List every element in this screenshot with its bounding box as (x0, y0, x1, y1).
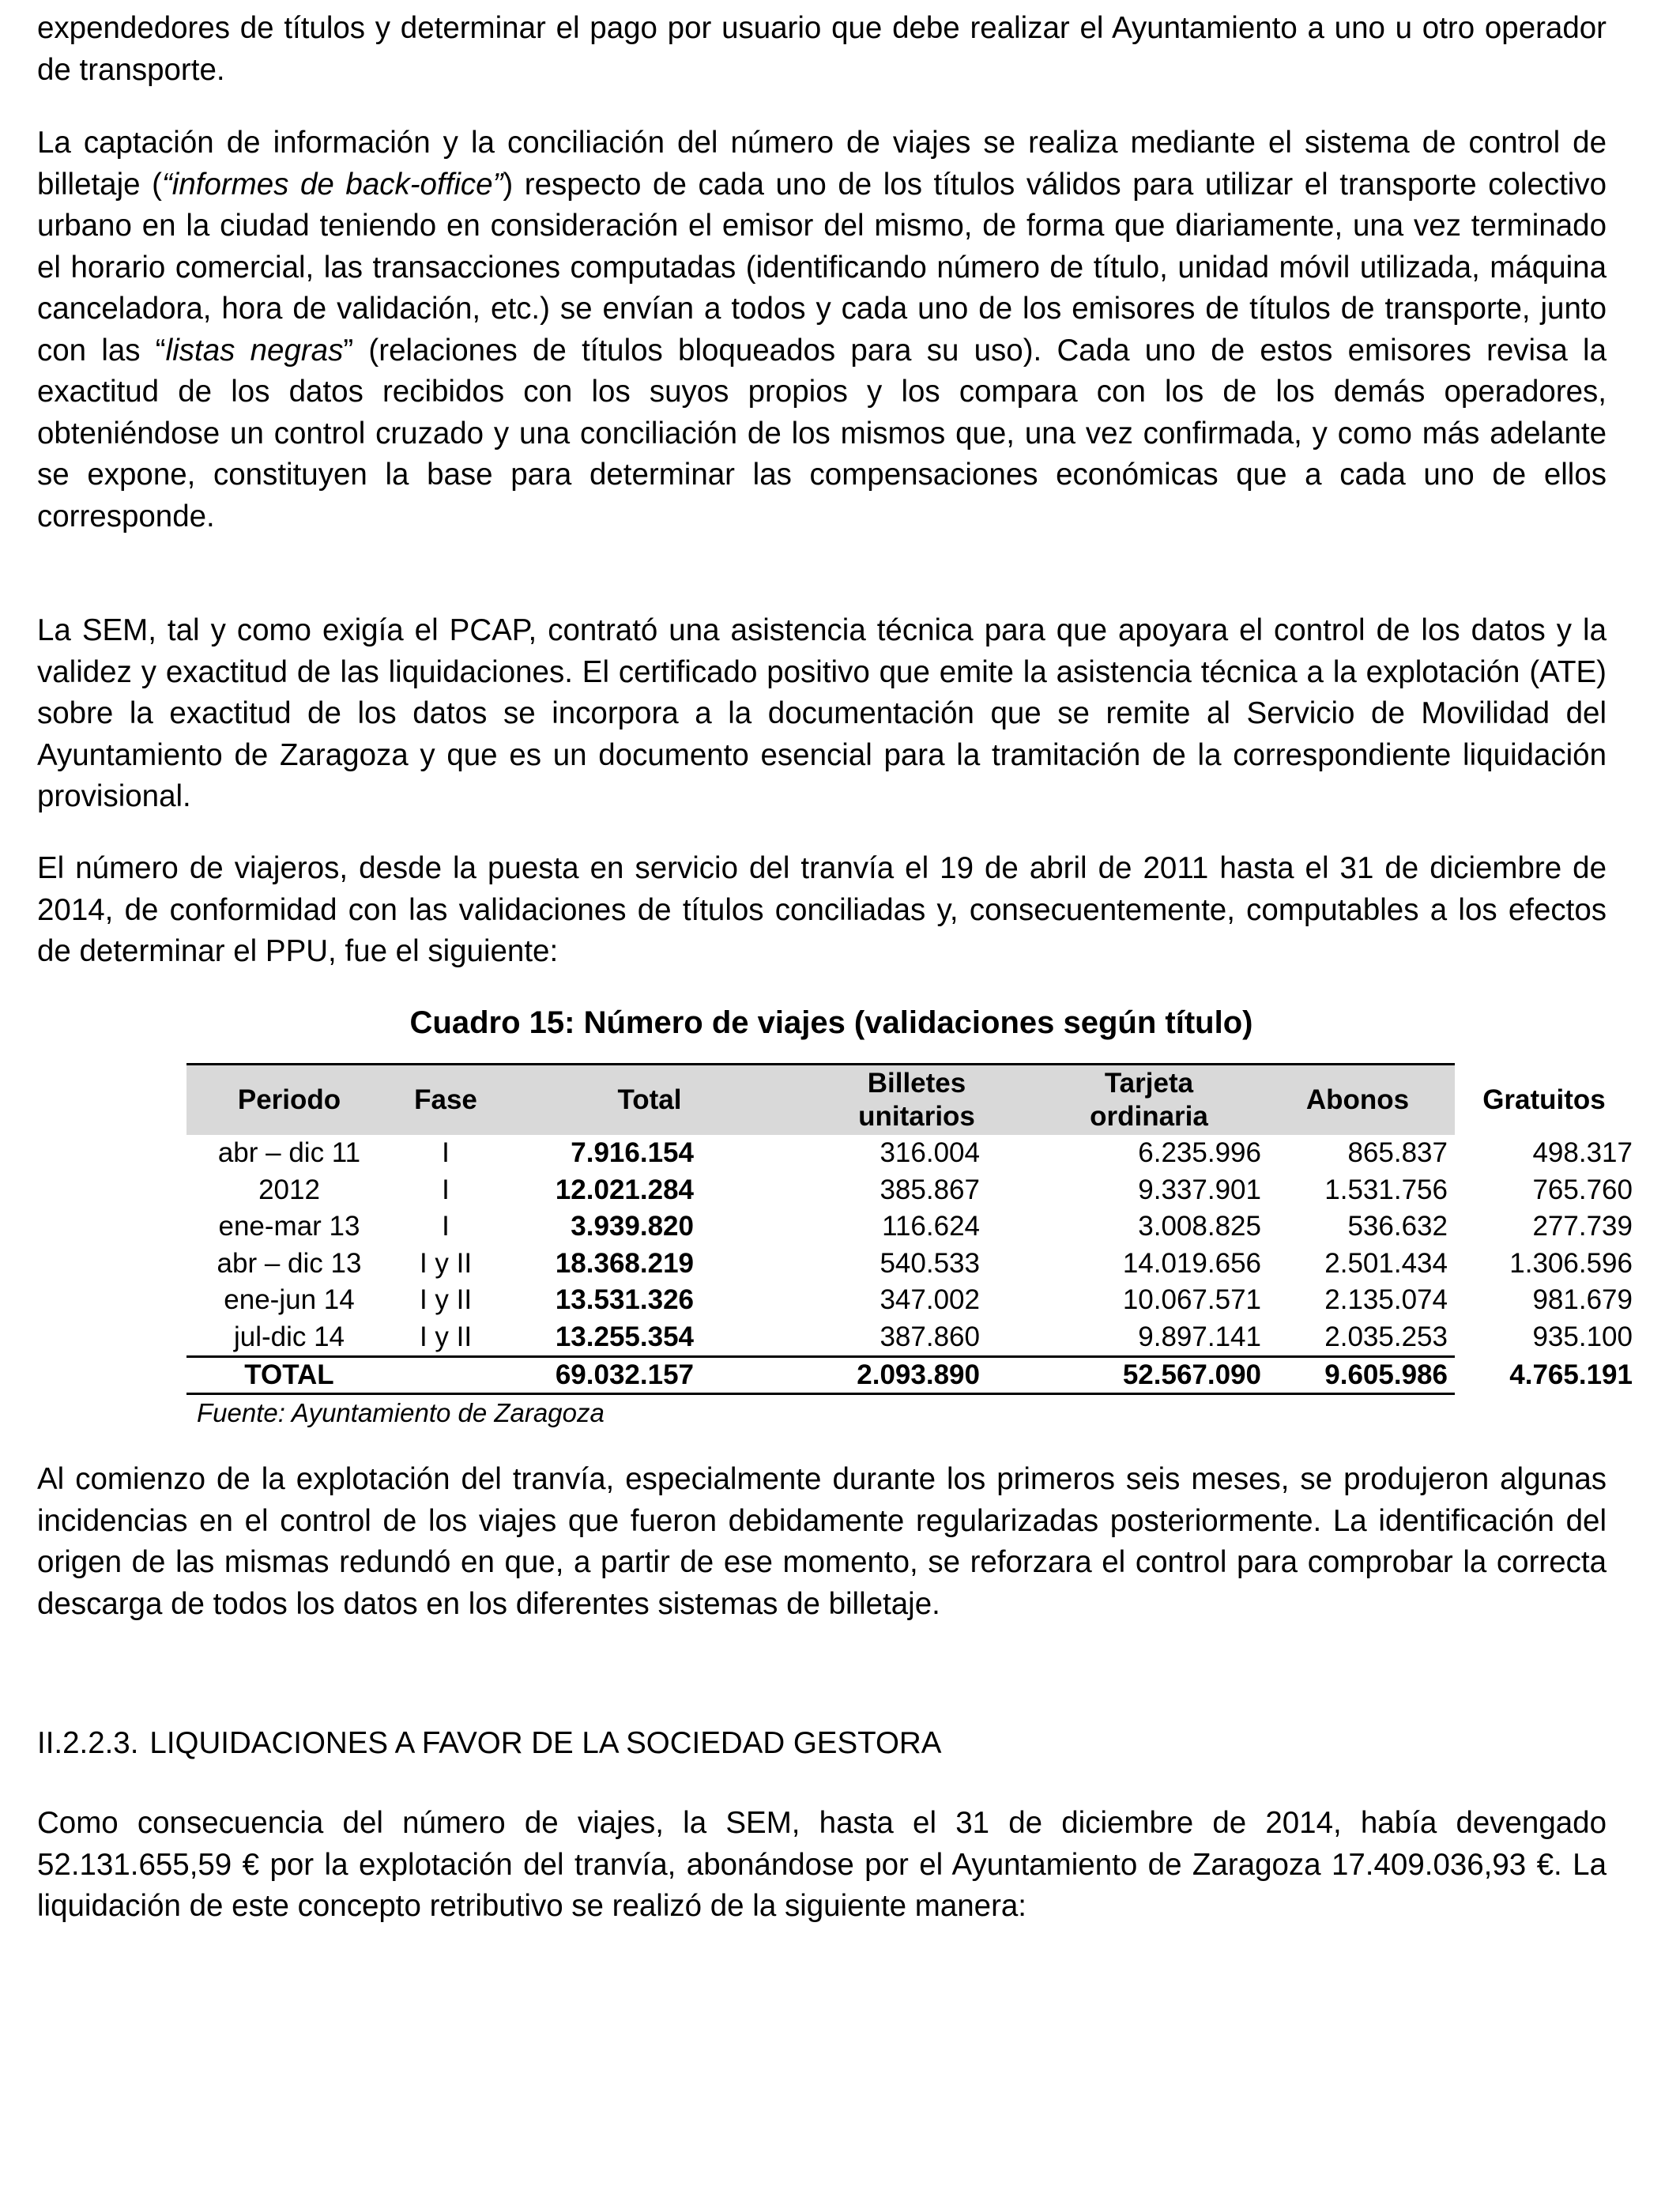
paragraph-viajeros: El número de viajeros, desde la puesta en servicio del tranvía el 19 de abril de 2011 hasta el 31 de diciembre de 2014, de conformidad con las validaciones de títulos conciliadas y, consecuentemente, computables a los efectos de determinar el PPU, fue el siguiente: (37, 851, 1607, 968)
table-header (186, 1063, 1606, 1135)
italic-segment: listas negras (165, 333, 344, 368)
header-periodo: Periodo (237, 1084, 341, 1115)
cell-periodo: ene-jun 14 (224, 1284, 355, 1315)
total-gratuitos: 4.765.191 (1509, 1359, 1633, 1390)
header-abonos: Abonos (1305, 1084, 1410, 1115)
paragraph-sem: La SEM, tal y como exigía el PCAP, contrató una asistencia técnica para que apoyara el control de los datos y la validez y exactitud de las liquidaciones. El certificado positivo que emite la asistencia técnica a la explotación (ATE) sobre la exactitud de los datos se incorpora a la documentación que se remite al Servicio de Movilidad del Ayuntamiento de Zaragoza y que es un documento esencial para la tramitación de la correspondiente liquidación provisional. (37, 613, 1607, 813)
cell-periodo: abr – dic 13 (217, 1247, 362, 1279)
cell-total: 3.939.820 (571, 1211, 694, 1242)
cell-tarjeta: 10.067.571 (1122, 1284, 1261, 1315)
header-total: Total (617, 1084, 682, 1115)
section-title: LIQUIDACIONES A FAVOR DE LA SOCIEDAD GESTORA (149, 1726, 942, 1760)
cell-fase: I y II (419, 1284, 473, 1315)
cell-periodo: 2012 (258, 1174, 320, 1205)
text-segment: ) respecto de cada uno de los títulos válidos para utilizar el transporte colectivo urbano en la ciudad teniendo en consideración el emisor del mismo, de forma que diariamente, una vez terminado el horario comercial, las transacciones computadas (identificando número de título, unidad móvil utilizada, máquina canceladora, hora de validación, etc.) se envían a todos y cada uno de los emisores de títulos de transporte, junto con las “ (37, 167, 1607, 368)
cell-fase: I (442, 1174, 450, 1205)
cell-gratuitos: 277.739 (1532, 1211, 1633, 1242)
cell-total: 7.916.154 (571, 1137, 694, 1168)
cell-tarjeta: 9.897.141 (1138, 1321, 1261, 1352)
total-periodo: TOTAL (244, 1359, 334, 1390)
header-billetes-line2: unitarios (858, 1101, 975, 1132)
cell-abonos: 865.837 (1347, 1137, 1448, 1168)
header-gratuitos: Gratuitos (1482, 1084, 1606, 1115)
cell-abonos: 1.531.756 (1324, 1174, 1448, 1205)
paragraph-incidencias: Al comienzo de la explotación del tranvía, especialmente durante los primeros seis meses, se produjeron algunas incidencias en el control de los viajes que fueron debidamente regularizadas posteriormente. La identificación del origen de las mismas redundó en que, a partir de ese momento, se reforzara el control para comprobar la correcta descarga de todos los datos en los diferentes sistemas de billetaje. (37, 1462, 1607, 1621)
table-total-row (186, 1355, 1633, 1395)
table-row (186, 1135, 1633, 1172)
table-row (186, 1282, 1633, 1319)
cell-gratuitos: 935.100 (1532, 1321, 1633, 1352)
text-segment: La captación de información y la conciliación del número de viajes se realiza mediante el sistema de control de billetaje ( (37, 126, 1607, 202)
cell-tarjeta: 6.235.996 (1138, 1137, 1261, 1168)
cell-gratuitos: 765.760 (1532, 1174, 1633, 1205)
cell-gratuitos: 1.306.596 (1509, 1247, 1633, 1279)
table-row (186, 1319, 1633, 1356)
cell-gratuitos: 498.317 (1532, 1137, 1633, 1168)
paragraph-liquidacion: Como consecuencia del número de viajes, la SEM, hasta el 31 de diciembre de 2014, había devengado 52.131.655,59 € por la explotación del tranvía, abonándose por el Ayuntamiento de Zaragoza 17.409.036,93 €. La liquidación de este concepto retributivo se realizó de la siguiente manera: (37, 1806, 1607, 1923)
cell-fase: I y II (419, 1321, 473, 1352)
paragraph-captacion (37, 123, 1607, 537)
cell-billetes: 387.860 (880, 1321, 980, 1352)
cell-billetes: 316.004 (880, 1137, 980, 1168)
table-source: Fuente: Ayuntamiento de Zaragoza (197, 1398, 605, 1427)
total-billetes: 2.093.890 (857, 1359, 980, 1390)
cell-billetes: 116.624 (882, 1211, 980, 1242)
header-tarjeta-line1: Tarjeta (1104, 1068, 1194, 1099)
table-row (186, 1172, 1633, 1209)
table-row (186, 1246, 1633, 1283)
header-fase: Fase (414, 1084, 477, 1115)
cell-tarjeta: 9.337.901 (1138, 1174, 1261, 1205)
text-segment: ” (relaciones de títulos bloqueados para su uso). Cada uno de estos emisores revisa la exactitud de los datos recibidos con los suyos propios y los compara con los de los demás operadores, obteniéndose un control cruzado y una conciliación de los mismos que, una vez confirmada, y como más adelante se expone, constituyen la base para determinar las compensaciones económicas que a cada uno de ellos corresponde. (37, 333, 1607, 533)
cell-abonos: 536.632 (1347, 1211, 1448, 1242)
table-row (186, 1208, 1633, 1246)
paragraph-intro: expendedores de títulos y determinar el pago por usuario que debe realizar el Ayuntamiento a uno u otro operador de transporte. (37, 11, 1607, 87)
total-total: 69.032.157 (555, 1359, 694, 1390)
total-abonos: 9.605.986 (1324, 1359, 1448, 1390)
cell-total: 13.531.326 (555, 1284, 694, 1315)
cell-billetes: 540.533 (880, 1247, 980, 1279)
italic-segment: “informes de back-office” (161, 167, 503, 202)
cell-periodo: jul-dic 14 (233, 1321, 345, 1352)
header-billetes (800, 1065, 1034, 1135)
cell-abonos: 2.135.074 (1324, 1284, 1448, 1315)
total-tarjeta: 52.567.090 (1122, 1359, 1261, 1390)
cell-total: 13.255.354 (555, 1321, 694, 1352)
cell-abonos: 2.501.434 (1324, 1247, 1448, 1279)
cell-fase: I y II (419, 1247, 473, 1279)
cell-fase: I (442, 1211, 450, 1242)
table-title: Cuadro 15: Número de viajes (validaciones según título) (409, 1005, 1253, 1040)
header-tarjeta (1034, 1065, 1264, 1135)
viajes-table (186, 1063, 1633, 1395)
section-number: II.2.2.3. (37, 1726, 139, 1760)
cell-gratuitos: 981.679 (1532, 1284, 1633, 1315)
cell-tarjeta: 3.008.825 (1138, 1211, 1261, 1242)
cell-periodo: abr – dic 11 (217, 1137, 361, 1168)
cell-abonos: 2.035.253 (1324, 1321, 1448, 1352)
cell-billetes: 385.867 (880, 1174, 980, 1205)
section-heading (37, 1723, 941, 1764)
cell-periodo: ene-mar 13 (218, 1211, 360, 1242)
cell-billetes: 347.002 (880, 1284, 980, 1315)
cell-tarjeta: 14.019.656 (1122, 1247, 1261, 1279)
table-body (186, 1135, 1633, 1355)
header-tarjeta-line2: ordinaria (1090, 1101, 1208, 1132)
header-billetes-line1: Billetes (867, 1068, 966, 1099)
cell-fase: I (442, 1137, 450, 1168)
cell-total: 18.368.219 (555, 1247, 694, 1279)
cell-total: 12.021.284 (555, 1174, 694, 1205)
